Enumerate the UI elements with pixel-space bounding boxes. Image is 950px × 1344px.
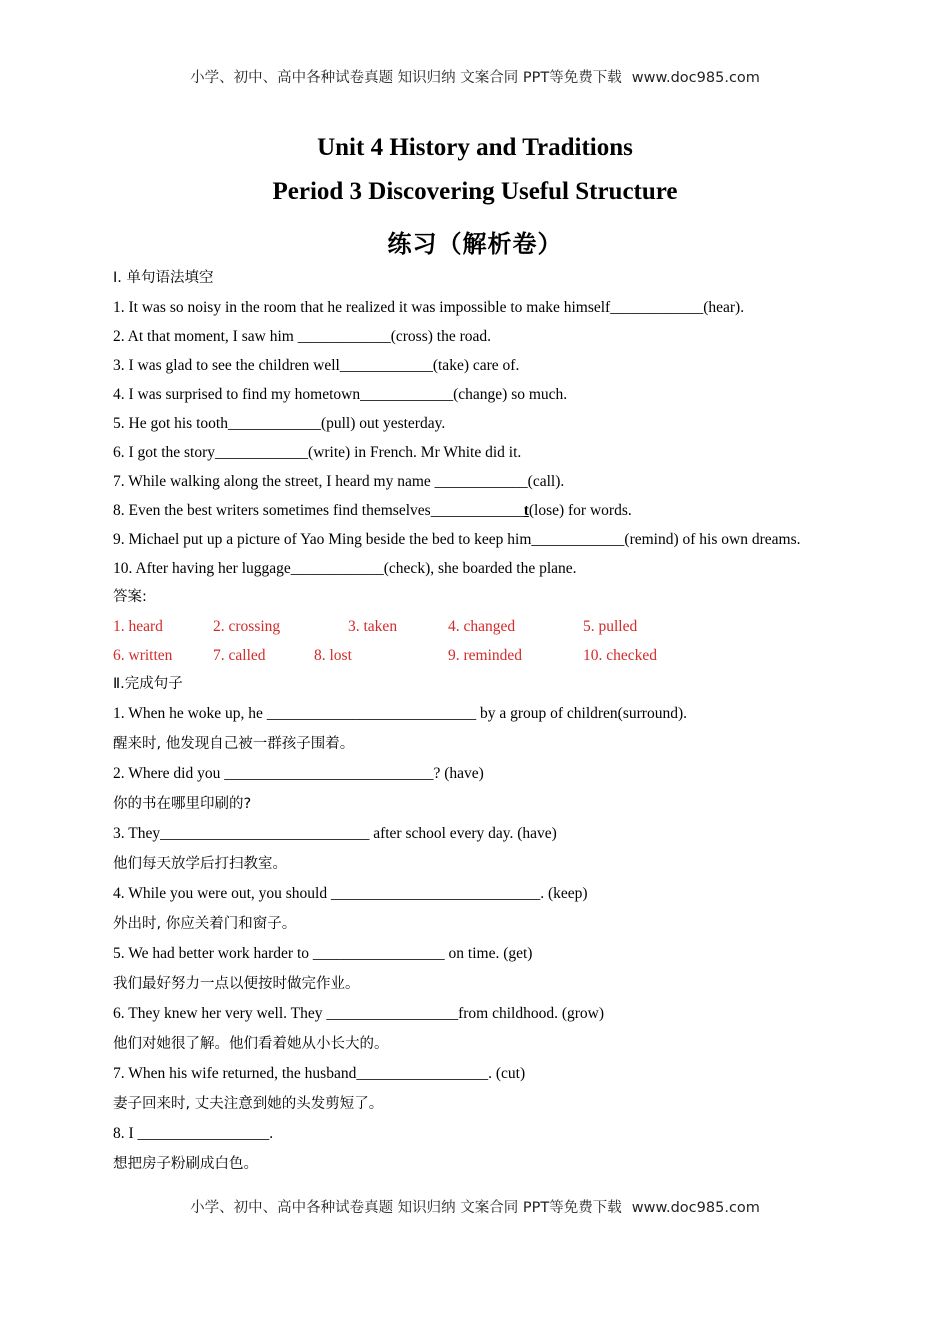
answer-8: 8. lost [314, 647, 352, 664]
header-text: 小学、初中、高中各种试卷真题 知识归纳 文案合同 PPT等免费下载 [190, 70, 622, 86]
sentence-7: 7. When his wife returned, the husband_________________. (cut) [113, 1065, 526, 1082]
answer-label: 答案: [113, 589, 147, 605]
question-8: 8. Even the best writers sometimes find themselves____________t(lose) for words. [113, 502, 632, 519]
answer-7: 7. called [213, 647, 266, 664]
page-header [0, 66, 950, 87]
answer-2: 2. crossing [213, 618, 281, 635]
worksheet-content [113, 264, 836, 1179]
sentence-6-translation: 他们对她很了解。他们看着她从小长大的。 [113, 1036, 389, 1052]
unit-title: Unit 4 History and Traditions [317, 134, 633, 161]
sentence-8: 8. I _________________. [113, 1125, 274, 1142]
sentence-7-translation: 妻子回来时, 丈夫注意到她的头发剪短了。 [113, 1096, 384, 1112]
footer-text: 小学、初中、高中各种试卷真题 知识归纳 文案合同 PPT等免费下载 [190, 1200, 622, 1216]
hint-letter: t [523, 502, 529, 519]
question-2: 2. At that moment, I saw him ____________(cross) the road. [113, 328, 491, 345]
sentence-3-translation: 他们每天放学后打扫教室。 [113, 856, 287, 872]
sentence-4-translation: 外出时, 你应关着门和窗子。 [113, 916, 297, 932]
answer-grid [113, 612, 836, 670]
question-4: 4. I was surprised to find my hometown____________(change) so much. [113, 386, 568, 403]
sentence-1-translation: 醒来时, 他发现自己被一群孩子围着。 [113, 736, 355, 752]
section1-heading: Ⅰ. 单句语法填空 [113, 270, 214, 286]
sentence-5: 5. We had better work harder to _________________ on time. (get) [113, 945, 533, 962]
answer-5: 5. pulled [583, 618, 638, 635]
answer-9: 9. reminded [448, 647, 523, 664]
sentence-4: 4. While you were out, you should ___________________________. (keep) [113, 885, 588, 902]
answer-3: 3. taken [348, 618, 398, 635]
period-title: Period 3 Discovering Useful Structure [272, 178, 678, 205]
answer-10: 10. checked [583, 647, 658, 664]
question-10: 10. After having her luggage____________(check), she boarded the plane. [113, 560, 577, 577]
footer-url[interactable]: www.doc985.com [631, 1200, 760, 1216]
exercise-title: 练习（解析卷） [387, 230, 563, 258]
question-9: 9. Michael put up a picture of Yao Ming beside the bed to keep him____________(remind) of his own dreams. [113, 531, 801, 548]
question-6: 6. I got the story____________(write) in French. Mr White did it. [113, 444, 522, 461]
answer-6: 6. written [113, 647, 173, 664]
sentence-1: 1. When he woke up, he ___________________________ by a group of children(surround). [113, 705, 687, 722]
question-5: 5. He got his tooth____________(pull) out yesterday. [113, 415, 446, 432]
sentence-2-translation: 你的书在哪里印刷的? [113, 796, 252, 812]
question-1: 1. It was so noisy in the room that he realized it was impossible to make himself____________(hear). [113, 299, 745, 316]
answer-4: 4. changed [448, 618, 516, 635]
page-footer [0, 1196, 950, 1217]
answer-1: 1. heard [113, 618, 163, 635]
header-url[interactable]: www.doc985.com [631, 70, 760, 86]
sentence-6: 6. They knew her very well. They _________________from childhood. (grow) [113, 1005, 605, 1022]
question-7: 7. While walking along the street, I heard my name ____________(call). [113, 473, 565, 490]
question-3: 3. I was glad to see the children well____________(take) care of. [113, 357, 520, 374]
sentence-2: 2. Where did you ___________________________? (have) [113, 765, 484, 782]
sentence-5-translation: 我们最好努力一点以便按时做完作业。 [113, 976, 360, 992]
section2-heading: Ⅱ.完成句子 [113, 676, 183, 692]
sentence-3: 3. They___________________________ after school every day. (have) [113, 825, 557, 842]
sentence-8-translation: 想把房子粉刷成白色。 [113, 1156, 258, 1172]
